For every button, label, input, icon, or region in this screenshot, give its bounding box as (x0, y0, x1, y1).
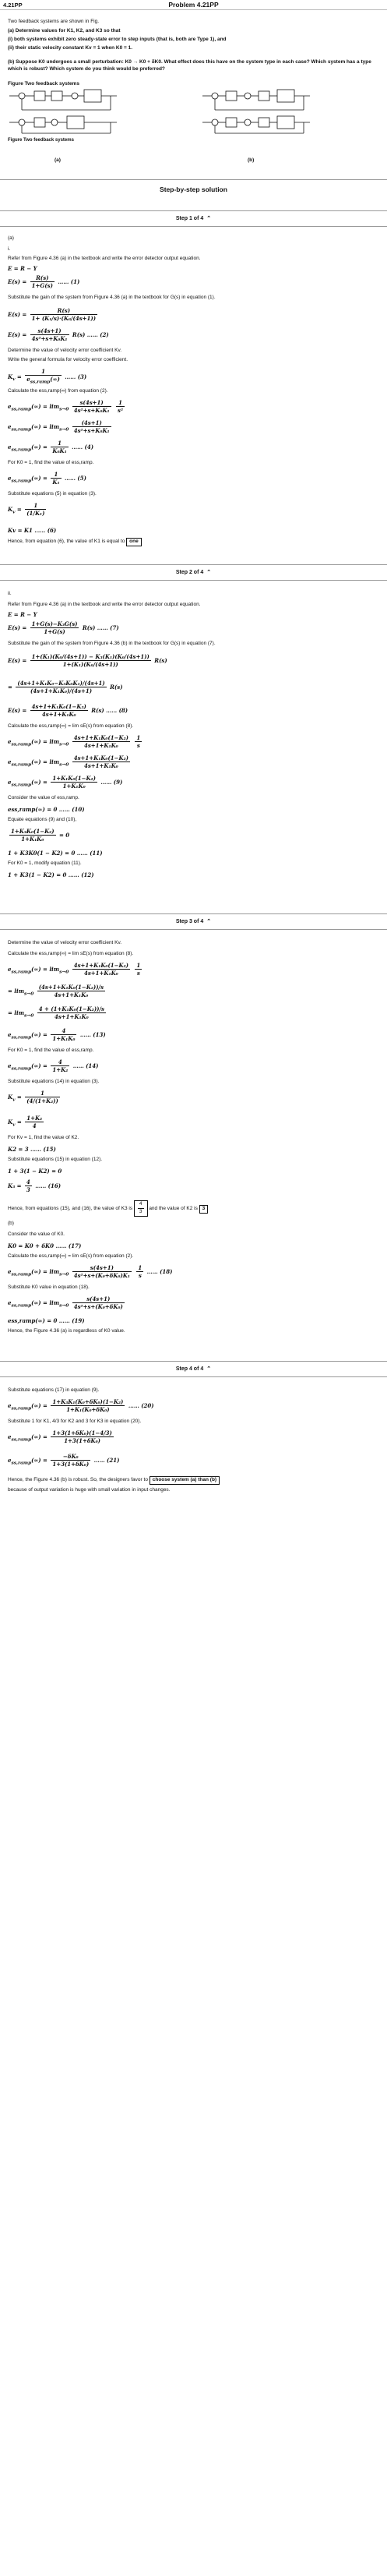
answer-box-choice: choose system (a) than (b) (150, 1476, 220, 1485)
chevron-up-icon[interactable]: ⌃ (206, 919, 212, 924)
eq-num: …… (13) (79, 1030, 106, 1038)
problem-item-ii: (ii) their static velocity constant Kv = 1 when K0 = 1. (8, 45, 133, 51)
eq-7-sub-2: = $\frac{\text{(4s+1+K₁K₀−K₃K₀K₁)/(4s+1)}}{\text{(4s+1+K₁K₀)/(4s+1)}}$ R(s) (8, 680, 123, 695)
eq-num: …… (5) (64, 474, 86, 482)
chevron-up-icon[interactable]: ⌃ (206, 570, 212, 575)
text-t4: Write the general formula for velocity error coefficient. (8, 357, 128, 362)
text-t6: For K0 = 1, find the value of ess,ramp. (8, 460, 94, 465)
text-t18: Substitute equations (14) in equation (3). (8, 1079, 100, 1084)
text-t5: Calculate the ess,ramp(∞) from equation (2). (8, 388, 108, 394)
eq-4: $e_{ss,ramp}(\infty)$ = $\frac{1}{\text{K₀K₁}}$ …… (4) (8, 440, 94, 455)
eq-21: $e_{ss,ramp}(\infty)$ = $\frac{\text{−δK₀}}{\text{1+3(1+δK₀)}}$ …… (21) (8, 1453, 120, 1468)
separator (0, 179, 387, 180)
text-t14: For K0 = 1, modify equation (11). (8, 860, 82, 866)
answer-k3-num: 4 (138, 1201, 144, 1209)
eq-equate: $\frac{\text{1+K₃K₀(1−K₂)}}{\text{1+K₁K₀}}$ = 0 (11, 828, 70, 843)
step-1-title: Step 1 of 4 (175, 216, 204, 221)
text-t12: Consider the value of ess,ramp. (8, 795, 79, 800)
step-2-header[interactable] (0, 569, 387, 576)
text-t24: Substitute K0 value in equation (18). (8, 1284, 90, 1290)
text-t21b: and the value of K2 is (149, 1205, 198, 1211)
eq-1-sub: E(s) = $\frac{R(s)}{\text{1+ (K₁/s)·(K₀/(4s+1))}}$ (8, 307, 97, 323)
step-3-header[interactable] (0, 918, 387, 925)
eq-7: E(s) = $\frac{\text{1+G(s)−K₃G(s)}}{1+G(s)}$ R(s) …… (7) (8, 620, 119, 636)
eq-num: …… (16) (35, 1182, 62, 1189)
chevron-up-icon[interactable]: ⌃ (206, 1366, 212, 1372)
eq-2: E(s) = $\frac{s(4s+1)}{\text{4s²+s+K₀K₁}}$ R(s) …… (2) (8, 327, 109, 343)
eq-ess-2: $e_{ss,ramp}(\infty) = \lim_{s\to 0}$ $\frac{(4s+1)}{\text{4s²+s+K₀K₁}}$ (8, 419, 110, 435)
problem-part-b: (b) Suppose K0 undergoes a small perturbation: K0 → K0 + δK0. What effect does this have on the system type in each case? Which system has a type which is robust? Which system do you think would be preferred? (8, 59, 371, 72)
text-t15: Determine the value of velocity error coefficient Kv. (8, 940, 122, 945)
eq-num: …… (2) (86, 330, 109, 338)
text-t16: Calculate the ess,ramp(∞) = lim sE(s) from equation (8). (8, 951, 134, 956)
step-2-title: Step 2 of 4 (175, 570, 204, 575)
answer-box-k3 (134, 1200, 148, 1217)
eq-num: …… (3) (65, 373, 87, 380)
eq-3: $K_v$ = $\frac{1}{e_{ss,ramp}(\infty)}$ …… (3) (8, 368, 87, 385)
separator (0, 1376, 387, 1377)
eq-19: ess,ramp(∞) = 0 …… (19) (8, 1317, 85, 1324)
eq-11: 1 + K3K0(1 − K2) = 0 …… (11) (8, 850, 103, 857)
text-t3: Determine the value of velocity error coefficient Kv. (8, 348, 122, 353)
separator (0, 210, 387, 211)
eq-error: E = R − Y (8, 265, 37, 272)
text-t13: Equate equations (9) and (10), (8, 817, 77, 822)
eq-ess-3: $e_{ss,ramp}(\infty) = \lim_{s\to 0}$ $\frac{\text{4s+1+K₁K₀(1−K₂)}}{\text{4s+1+K₁K₀}}$ $\frac{1}{s}$ (8, 734, 141, 750)
text-t2: Substitute the gain of the system from Figure 4.36 (a) in the textbook for G(s) in equation (1). (8, 295, 216, 300)
answer-box-k2: 3 (199, 1205, 209, 1214)
figure-label-a: (a) (55, 157, 61, 163)
text-t20: Substitute equations (15) in equation (12). (8, 1157, 103, 1162)
chevron-up-icon[interactable]: ⌃ (206, 216, 212, 221)
eq-ess-5: $e_{ss,ramp}(\infty) = \lim_{s\to 0}$ $\frac{\text{4s+1+K₁K₀(1−K₂)}}{\text{4s+1+K₁K₀}}$ $\frac{1}{s}$ (8, 962, 141, 977)
step-3-title: Step 3 of 4 (175, 919, 204, 924)
answer-line-1 (8, 538, 382, 546)
eq-16: K₃ = $\frac{4}{3}$ …… (16) (8, 1178, 62, 1194)
header-title: Problem 4.21PP (168, 1, 219, 9)
step-4-header[interactable] (0, 1366, 387, 1373)
answer-line-3 (8, 1476, 382, 1485)
eq-20: $e_{ss,ramp}(\infty)$ = $\frac{\text{1+K₃K₁(K₀+δK₀)(1−K₂)}}{\text{1+K₁(K₀+δK₀)}}$ …… (20) (8, 1398, 154, 1414)
eq-kv-3: $K_v$ = $\frac{\text{1+K₂}}{4}$ (8, 1115, 43, 1130)
figure-title: Figure Two feedback systems (8, 81, 79, 87)
answer-k3-den: 3 (139, 1208, 142, 1214)
text-t26: Substitute equations (17) in equation (9). (8, 1387, 100, 1393)
eq-num: …… (20) (128, 1401, 154, 1409)
eq-9: $e_{ss,ramp}(\infty)$ = $\frac{\text{1+K₁K₀(1−K₂)}}{\text{1+K₁K₀}}$ …… (9) (8, 775, 123, 790)
text-t8: Hence, from equation (6), the value of K1 is equal to (8, 539, 125, 544)
eq-num: …… (21) (93, 1456, 120, 1464)
eq-error-2: E = R − Y (8, 611, 37, 618)
text-t7: Substitute equations (5) in equation (3). (8, 491, 97, 496)
eq-num: …… (9) (100, 778, 123, 786)
eq-kv-sub: $K_v$ = $\frac{1}{\text{(1/K₁)}}$ (8, 502, 45, 518)
eq-num: …… (14) (72, 1062, 99, 1069)
header-left: 4.21PP (3, 2, 23, 9)
eq-ess-6: = $\lim_{s\to 0}$ $\frac{\text{(4s+1+K₁K₀(1−K₂))/s}}{\text{4s+1+K₁K₀}}$ (8, 984, 104, 999)
text-a: (a) (8, 235, 14, 241)
eq-ess-7: = $\lim_{s\to 0}$ $\frac{\text{4 + (1+K₁K₀(1−K₂))/s}}{\text{4s+1+K₁K₀}}$ (8, 1005, 104, 1021)
eq-5: $e_{ss,ramp}(\infty)$ = $\frac{1}{\text{K₁}}$ …… (5) (8, 471, 86, 486)
eq-num: …… (4) (72, 443, 94, 451)
separator (0, 564, 387, 565)
eq-num: …… (18) (146, 1267, 173, 1275)
eq-sub-12: 1 + 3(1 − K2) = 0 (8, 1168, 62, 1175)
eq-13: $e_{ss,ramp}(\infty)$ = $\frac{4}{\text{1+K₁K₀}}$ …… (13) (8, 1027, 106, 1043)
eq-7-sub: E(s) = $\frac{\text{1+(K₁)(K₀/(4s+1)) − K₃(K₁)(K₀/(4s+1))}}{\text{1+(K₁)(K₀/(4s+1))}}$ R(s) (8, 653, 167, 669)
text-t17: For K0 = 1, find the value of ess,ramp. (8, 1048, 94, 1053)
answer-box-k1: one (126, 538, 142, 546)
text-t19: For Kv = 1, find the value of K2. (8, 1135, 79, 1140)
text-t23: Calculate the ess,ramp(∞) = lim sE(s) from equation (2). (8, 1253, 134, 1259)
text-t28a: Hence, the Figure 4.36 (b) is robust. So, the designers favor to (8, 1477, 148, 1482)
eq-12: 1 + K3(1 − K2) = 0 …… (12) (8, 871, 94, 878)
text-t10: Substitute the gain of the system from Figure 4.36 (b) in the textbook for G(s) in equation (7). (8, 641, 216, 646)
figure-caption: Figure Two feedback systems (8, 138, 74, 143)
feedback-systems-figure (8, 88, 382, 136)
eq-6: Kv = K1 …… (6) (8, 527, 57, 534)
text-t27: Substitute 1 for K1, 4/3 for K2 and 3 for K3 in equation (20). (8, 1419, 142, 1424)
eq-18-sub: $e_{ss,ramp}(\infty) = \lim_{s\to 0}$ $\frac{s(4s+1)}{\text{4s²+s+(K₀+δK₀)}}$ (8, 1295, 123, 1311)
answer-line-2 (8, 1200, 382, 1217)
problem-part-a: (a) Determine values for K1, K2, and K3 so that (8, 28, 121, 34)
eq-14: $e_{ss,ramp}(\infty)$ = $\frac{4}{\text{1+K₂}}$ …… (14) (8, 1058, 99, 1074)
step-1-header[interactable] (0, 215, 387, 222)
problem-item-i: (i) both systems exhibit zero steady-state error to step inputs (that is, both are Type 1), and (8, 37, 227, 42)
text-t9: Refer from Figure 4.36 (a) in the textbook and write the error detector output equation. (8, 602, 201, 607)
eq-8: E(s) = $\frac{\text{4s+1+K₁K₀(1−K₃)}}{\text{4s+1+K₁K₀}}$ R(s) …… (8) (8, 703, 128, 719)
text-roman-ii: ii. (8, 591, 12, 596)
text-b: (b) (8, 1221, 14, 1226)
eq-kv-sub-2: $K_v$ = $\frac{1}{\text{(4/(1+K₂))}}$ (8, 1090, 58, 1105)
eq-18: $e_{ss,ramp}(\infty) = \lim_{s\to 0}$ $\frac{s(4s+1)}{\text{4s²+s+(K₀+δK₀)K₁}}$ $\frac{1}{s}$ …… (18) (8, 1264, 173, 1280)
text-t11: Calculate the ess,ramp(∞) = lim sE(s) from equation (8). (8, 723, 134, 729)
eq-ess-1: $e_{ss,ramp}(\infty) = \lim_{s\to 0}$ $\frac{s(4s+1)}{\text{4s²+s+K₀K₁}}$ $\frac{1}{\text{s²}}$ (8, 399, 124, 415)
text-t1: Refer from Figure 4.36 (a) in the textbook and write the error detector output equation. (8, 256, 201, 261)
eq-ess-4: $e_{ss,ramp}(\infty) = \lim_{s\to 0}$ $\frac{\text{4s+1+K₁K₀(1−K₂)}}{\text{4s+1+K₁K₀}}$ (8, 754, 128, 770)
text-t21a: Hence, from equations (15), and (16), the value of K3 is (8, 1205, 133, 1211)
eq-num: …… (7) (97, 624, 119, 631)
eq-10: ess,ramp(∞) = 0 …… (10) (8, 806, 85, 813)
step-4-title: Step 4 of 4 (175, 1366, 204, 1372)
text-roman-i: i. (8, 246, 11, 252)
figure-label-b: (b) (248, 157, 255, 163)
eq-17: K0 = K0 + δK0 …… (17) (8, 1242, 82, 1249)
eq-15: K2 = 3 …… (15) (8, 1146, 56, 1153)
text-t25: Hence, the Figure 4.36 (a) is regardless of K0 value. (8, 1328, 125, 1334)
separator (0, 580, 387, 581)
separator (0, 913, 387, 914)
eq-num: …… (1) (58, 277, 80, 285)
solution-title: Step-by-step solution (160, 186, 227, 193)
separator (0, 929, 387, 930)
separator (0, 1361, 387, 1362)
separator (0, 226, 387, 227)
page-header (0, 0, 387, 10)
eq-1: E(s) = $\frac{R(s)}{1+G(s)}$ …… (1) (8, 274, 80, 290)
eq-num: …… (8) (106, 706, 128, 714)
text-t22: Consider the value of K0. (8, 1231, 65, 1237)
eq-20-sub: $e_{ss,ramp}(\infty)$ = $\frac{\text{1+3(1+δK₀)(1−4/3)}}{\text{1+3(1+δK₀)}}$ (8, 1429, 112, 1445)
text-t28b: because of output variation is huge with small variation in input changes. (8, 1487, 171, 1493)
problem-intro: Two feedback systems are shown in Fig. (8, 19, 100, 24)
